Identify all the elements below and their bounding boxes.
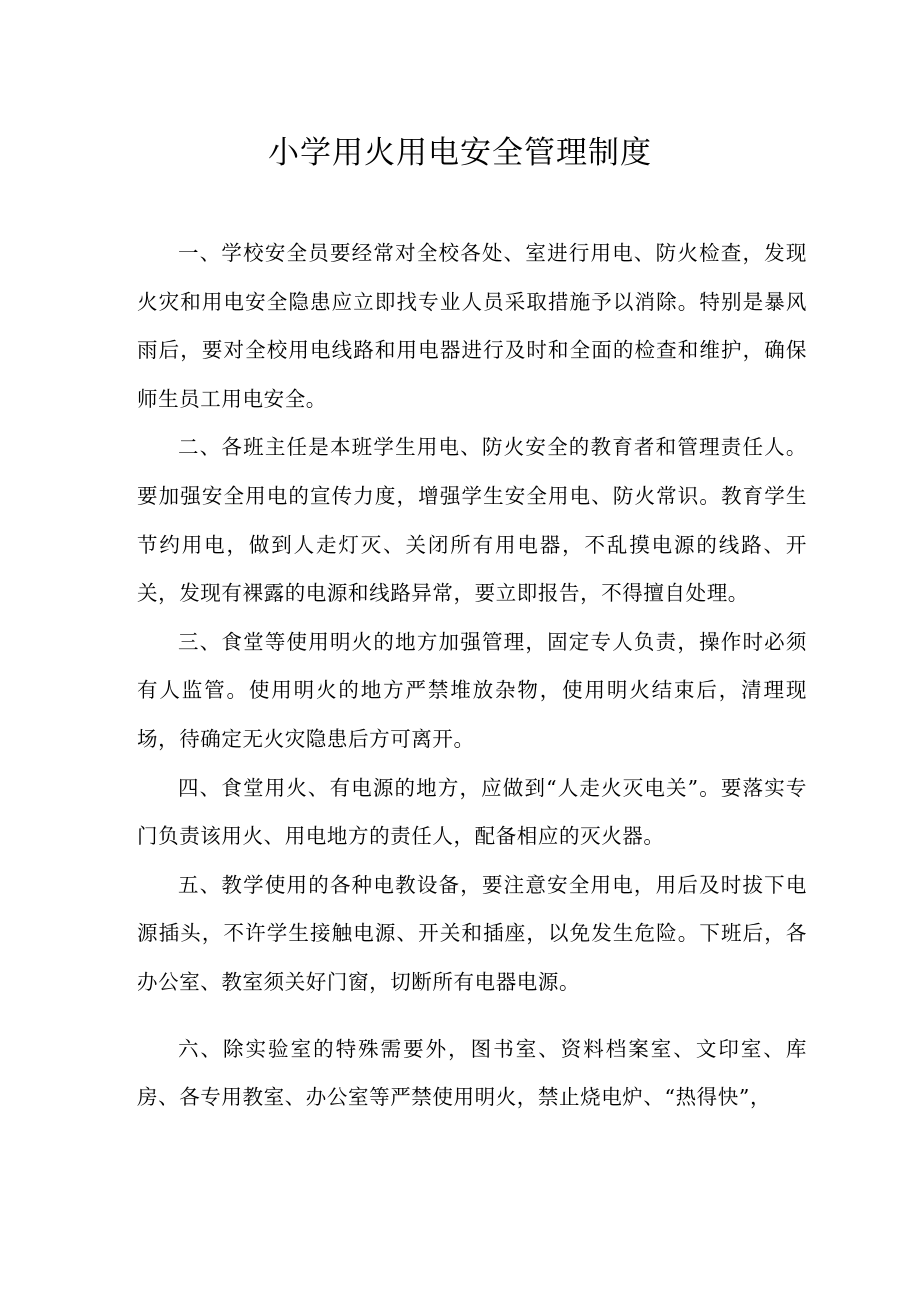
paragraph-6: 六、除实验室的特殊需要外，图书室、资料档案室、文印室、库房、各专用教室、办公室等严禁使用明火，禁止烧电炉、“热得快”， (137, 1036, 807, 1110)
paragraph-3: 三、食堂等使用明火的地方加强管理，固定专人负责，操作时必须有人监管。使用明火的地方严禁堆放杂物，使用明火结束后，清理现场，待确定无火灾隐患后方可离开。 (137, 629, 807, 751)
document-body (137, 229, 807, 1122)
paragraph-1: 一、学校安全员要经常对全校各处、室进行用电、防火检查，发现火灾和用电安全隐患应立即找专业人员采取措施予以消除。特别是暴风雨后，要对全校用电线路和用电器进行及时和全面的检查和维护，确保师生员工用电安全。 (137, 241, 807, 411)
paragraph-5: 五、教学使用的各种电教设备，要注意安全用电，用后及时拔下电源插头，不许学生接触电源、开关和插座，以免发生危险。下班后，各办公室、教室须关好门窗，切断所有电器电源。 (137, 872, 807, 994)
paragraph-4: 四、食堂用火、有电源的地方，应做到“人走火灭电关”。要落实专门负责该用火、用电地方的责任人，配备相应的灭火器。 (137, 775, 807, 849)
paragraph-2: 二、各班主任是本班学生用电、防火安全的教育者和管理责任人。要加强安全用电的宣传力度，增强学生安全用电、防火常识。教育学生节约用电，做到人走灯灭、关闭所有用电器，不乱摸电源的线路、开关，发现有裸露的电源和线路异常，要立即报告，不得擅自处理。 (137, 435, 807, 606)
document-title: 小学用火用电安全管理制度 (268, 135, 652, 171)
